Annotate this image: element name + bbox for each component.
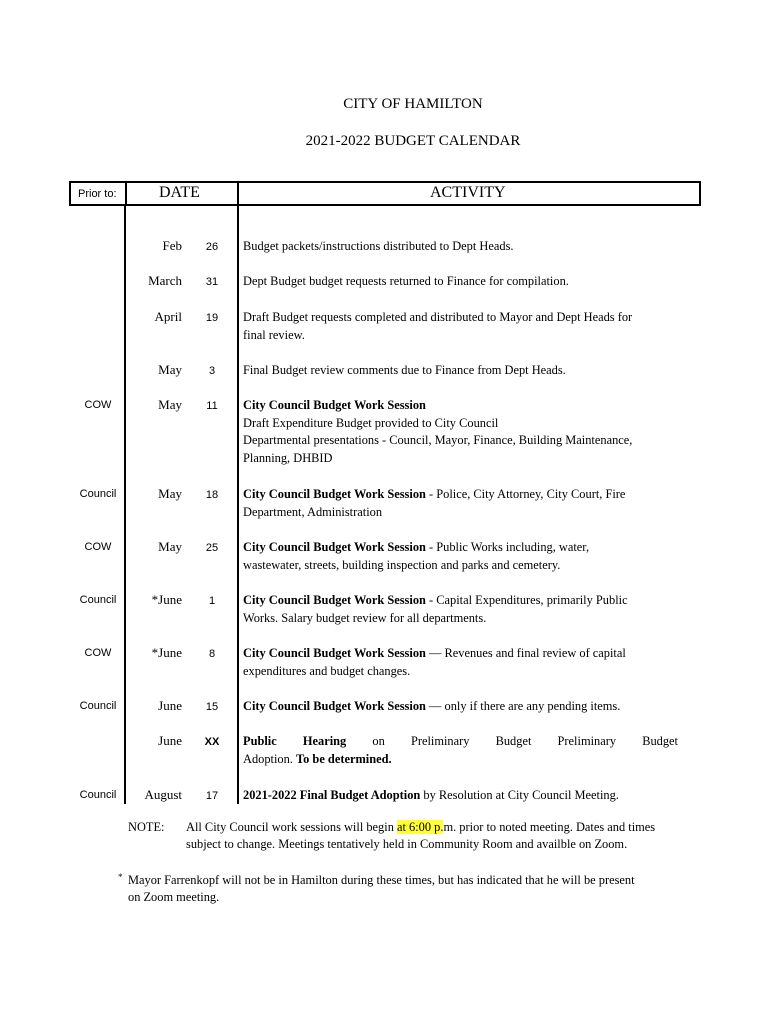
row-day: XX xyxy=(204,736,220,748)
activity-bold: To be determined. xyxy=(296,751,392,766)
activity-text: - Public Works including, water, xyxy=(425,540,590,554)
header-activity: ACTIVITY xyxy=(430,184,506,201)
activity-text: — Revenues and final review of capital xyxy=(425,646,626,660)
activity-bold: City Council Budget Work Session xyxy=(243,593,426,607)
row-activity xyxy=(243,751,678,769)
row-month: May xyxy=(158,362,182,377)
activity-text: final review. xyxy=(243,327,305,342)
note-text-part: m. prior to noted meeting. Dates and times xyxy=(443,820,656,834)
row-day: 26 xyxy=(205,241,219,253)
row-prior: Council xyxy=(79,789,117,801)
row-month: May xyxy=(158,539,182,554)
row-day: 19 xyxy=(205,312,219,324)
activity-text: — only if there are any pending items. xyxy=(425,699,621,713)
row-day: 15 xyxy=(205,701,219,713)
activity-text: Adoption. xyxy=(243,751,297,766)
row-day: 18 xyxy=(205,489,219,501)
activity-bold: City Council Budget Work Session xyxy=(243,699,426,713)
header-prior: Prior to: xyxy=(78,188,117,200)
activity-text: Draft Expenditure Budget provided to City Council xyxy=(243,415,499,430)
footnote-line2: on Zoom meeting. xyxy=(128,890,220,904)
row-activity xyxy=(243,309,678,344)
row-month: June xyxy=(158,698,182,713)
row-activity xyxy=(243,698,678,716)
note-text-part: All City Council work sessions will begin xyxy=(186,820,397,834)
activity-text: Department, Administration xyxy=(243,504,383,519)
row-activity xyxy=(243,238,678,256)
activity-bold: City Council Budget Work Session xyxy=(243,487,426,501)
footnote-line1: Mayor Farrenkopf will not be in Hamilton during these times, but has indicated that he will be present xyxy=(128,873,635,887)
row-day: 8 xyxy=(208,648,216,660)
row-day: 1 xyxy=(208,595,216,607)
row-day: 11 xyxy=(206,400,218,412)
row-activity xyxy=(243,733,678,751)
row-day: 3 xyxy=(208,365,216,377)
row-month: August xyxy=(144,787,182,802)
row-prior: Council xyxy=(79,594,117,606)
activity-bold: Public Hearing xyxy=(243,734,347,748)
activity-text: Budget packets/instructions distributed to Dept Heads. xyxy=(243,239,514,253)
activity-text: Draft Budget requests completed and distributed to Mayor and Dept Heads for xyxy=(243,310,633,324)
note-highlight: at 6:00 p. xyxy=(397,820,444,834)
activity-text: Works. Salary budget review for all departments. xyxy=(243,610,487,625)
note-text xyxy=(186,819,698,837)
activity-text: by Resolution at City Council Meeting. xyxy=(420,788,619,802)
row-month: *June xyxy=(151,592,182,607)
document-subtitle: 2021-2022 BUDGET CALENDAR xyxy=(305,133,521,149)
row-activity xyxy=(243,273,678,291)
row-month: May xyxy=(158,486,182,501)
activity-text: Departmental presentations - Council, Mayor, Finance, Building Maintenance, xyxy=(243,433,633,447)
activity-text: Final Budget review comments due to Finance from Dept Heads. xyxy=(243,363,566,377)
activity-text: - Capital Expenditures, primarily Public xyxy=(425,593,628,607)
row-day: 31 xyxy=(205,276,219,288)
row-prior: Council xyxy=(79,488,117,500)
note-label: NOTE: xyxy=(128,820,165,834)
activity-text: - Police, City Attorney, City Court, Fire xyxy=(425,487,626,501)
row-month: April xyxy=(154,309,182,324)
row-month: *June xyxy=(151,645,182,660)
row-month: Feb xyxy=(162,238,182,253)
table-header xyxy=(69,181,701,206)
row-activity xyxy=(243,645,678,680)
activity-text: Dept Budget budget requests returned to Finance for compilation. xyxy=(243,274,569,288)
header-divider xyxy=(125,181,127,206)
activity-bold: 2021-2022 Final Budget Adoption xyxy=(243,788,421,802)
activity-bold: City Council Budget Work Session xyxy=(243,540,426,554)
row-prior: COW xyxy=(84,399,112,411)
activity-text: on Preliminary Budget Preliminary Budget xyxy=(346,734,678,748)
row-day: 17 xyxy=(205,790,219,802)
row-prior: COW xyxy=(84,647,112,659)
row-day: 25 xyxy=(205,542,219,554)
activity-bold: City Council Budget Work Session xyxy=(243,398,426,412)
column-divider xyxy=(237,204,239,804)
activity-text: wastewater, streets, building inspection and parks and cemetery. xyxy=(243,557,561,572)
footnote-star: * xyxy=(118,872,123,882)
row-activity xyxy=(243,539,678,574)
row-month: June xyxy=(158,733,182,748)
activity-text: expenditures and budget changes. xyxy=(243,663,411,678)
row-activity xyxy=(243,397,678,467)
row-month: March xyxy=(148,273,182,288)
row-activity xyxy=(243,362,678,380)
document-title: CITY OF HAMILTON xyxy=(343,96,483,112)
note-text-line2: subject to change. Meetings tentatively held in Community Room and availble on Zoom. xyxy=(186,837,628,851)
header-date: DATE xyxy=(159,184,200,201)
activity-bold: City Council Budget Work Session xyxy=(243,646,426,660)
row-prior: COW xyxy=(84,541,112,553)
row-prior: Council xyxy=(79,700,117,712)
row-activity xyxy=(243,787,678,805)
column-divider xyxy=(124,204,126,804)
activity-text: Planning, DHBID xyxy=(243,450,333,465)
row-activity xyxy=(243,592,678,627)
row-activity xyxy=(243,486,678,521)
row-month: May xyxy=(158,397,182,412)
header-divider xyxy=(237,181,239,206)
